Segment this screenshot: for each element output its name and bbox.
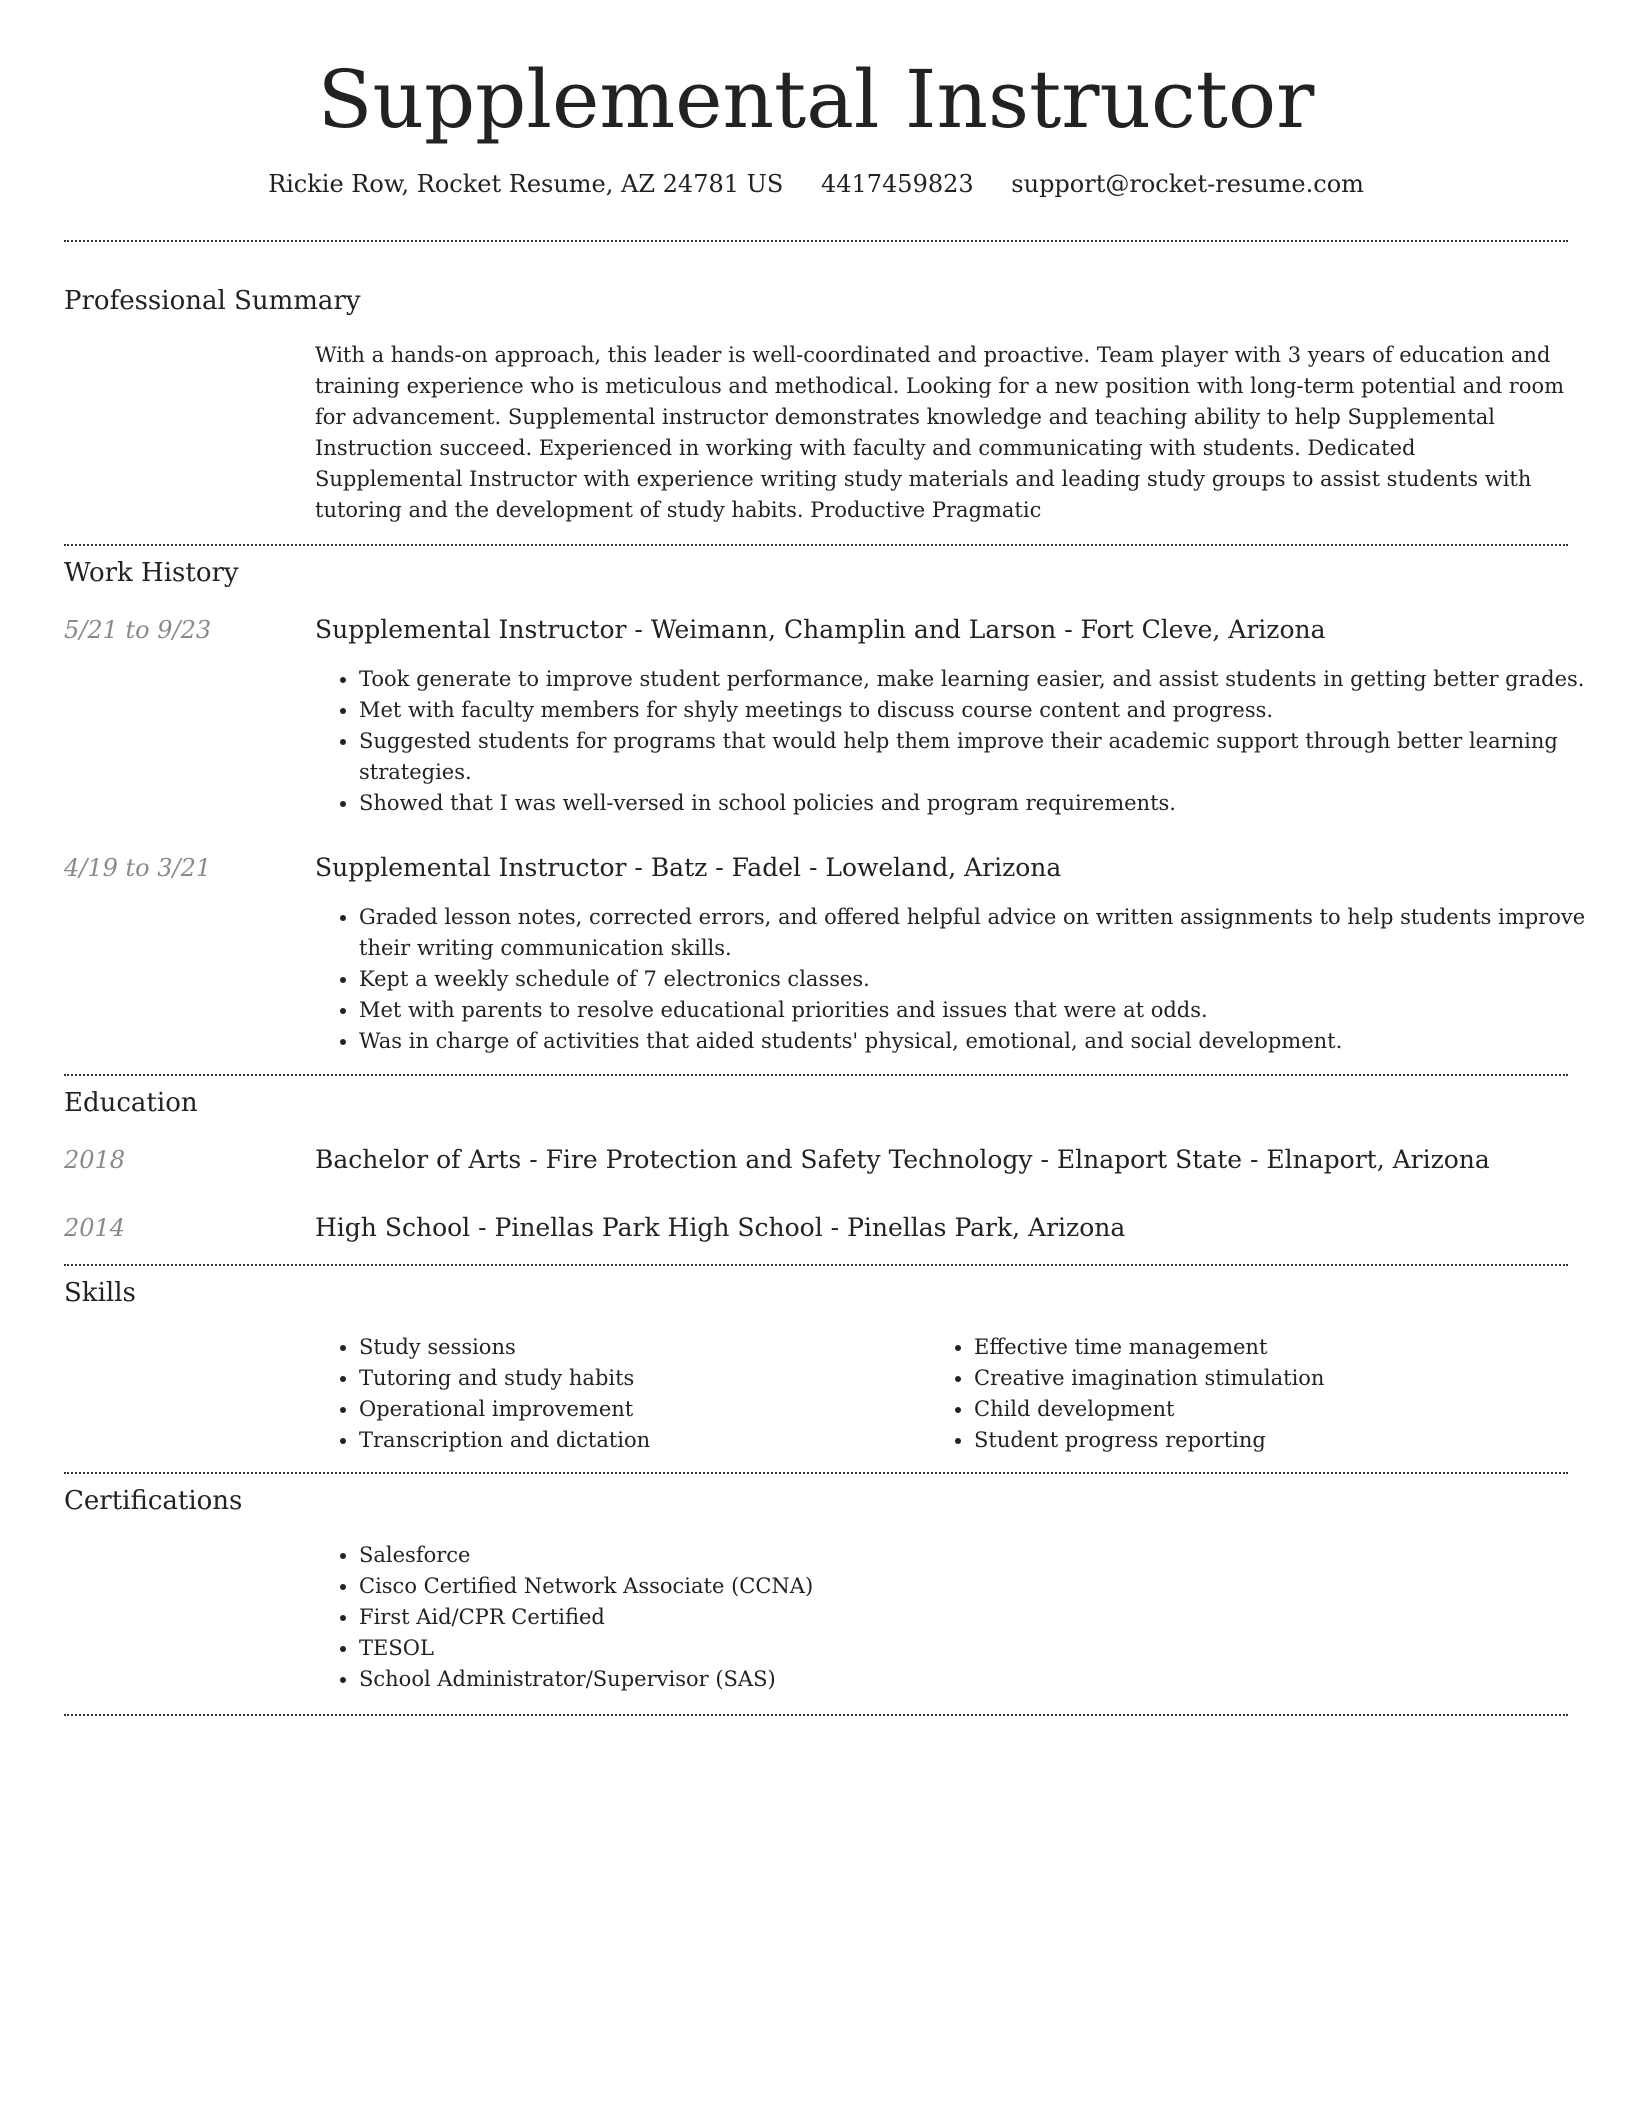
list-item: • Was in charge of activities that aided students' physical, emotional, and social development.: [359, 1026, 1612, 1057]
contact-phone: 4417459823: [820, 170, 974, 198]
summary-heading: Professional Summary: [64, 286, 361, 316]
education-entry: Bachelor of Arts - Fire Protection and Safety Technology - Elnaport State - Elnaport, Arizona: [315, 1145, 1490, 1174]
list-item: • Effective time management: [974, 1332, 1632, 1363]
contact-line: [64, 168, 1568, 200]
job-bullets: [315, 902, 1612, 1057]
work-history-heading: Work History: [64, 558, 239, 588]
list-item: • Met with faculty members for shyly meetings to discuss course content and progress.: [359, 695, 1612, 726]
certifications-list: [315, 1540, 1612, 1695]
divider: [64, 544, 1568, 546]
list-item: • School Administrator/Supervisor (SAS): [359, 1664, 1612, 1695]
education-heading: Education: [64, 1088, 198, 1118]
list-item: • First Aid/CPR Certified: [359, 1602, 1612, 1633]
list-item: • Kept a weekly schedule of 7 electronics classes.: [359, 964, 1612, 995]
list-item: • Cisco Certified Network Associate (CCNA): [359, 1571, 1612, 1602]
job-title: Supplemental Instructor - Batz - Fadel - Loweland, Arizona: [315, 853, 1062, 882]
divider: [64, 240, 1568, 242]
certifications-heading: Certifications: [64, 1486, 243, 1516]
list-item: • Took generate to improve student performance, make learning easier, and assist students in getting better grades.: [359, 664, 1612, 695]
divider: [64, 1472, 1568, 1474]
list-item: • Met with parents to resolve educational priorities and issues that were at odds.: [359, 995, 1612, 1026]
contact-address: Rickie Row, Rocket Resume, AZ 24781 US: [268, 170, 784, 198]
list-item: • Study sessions: [359, 1332, 1612, 1363]
list-item: • Salesforce: [359, 1540, 1612, 1571]
list-item: • Student progress reporting: [974, 1425, 1632, 1456]
divider: [64, 1714, 1568, 1716]
contact-email: support@rocket-resume.com: [1011, 170, 1364, 198]
job-dates: 4/19 to 3/21: [64, 854, 212, 882]
skills-list-right: [930, 1332, 1632, 1456]
list-item: • Creative imagination stimulation: [974, 1363, 1632, 1394]
list-item: • Graded lesson notes, corrected errors, and offered helpful advice on written assignments to help students improve their writing communication skills.: [359, 902, 1612, 964]
job-dates: 5/21 to 9/23: [64, 616, 212, 644]
list-item: • Child development: [974, 1394, 1632, 1425]
page-title: Supplemental Instructor: [317, 53, 1315, 146]
education-year: 2018: [64, 1146, 126, 1174]
list-item: • Transcription and dictation: [359, 1425, 1612, 1456]
divider: [64, 1264, 1568, 1266]
job-bullets: [315, 664, 1612, 819]
list-item: • Operational improvement: [359, 1394, 1612, 1425]
list-item: • Showed that I was well-versed in school policies and program requirements.: [359, 788, 1612, 819]
resume-page: [64, 0, 1586, 1691]
list-item: • Suggested students for programs that would help them improve their academic support through better learning strategies.: [359, 726, 1612, 788]
skills-heading: Skills: [64, 1278, 136, 1308]
job-title: Supplemental Instructor - Weimann, Champlin and Larson - Fort Cleve, Arizona: [315, 615, 1326, 644]
summary-text: With a hands-on approach, this leader is well-coordinated and proactive. Team player with 3 years of education and training experience who is meticulous and methodical. Looking for a new position with long-term potential and room for advancement. Supplemental instructor demonstrates knowledge and teaching ability to help Supplemental Instruction succeed. Experienced in working with faculty and communicating with students. Dedicated Supplemental Instructor with experience writing study materials and leading study groups to assist students with tutoring and the development of study habits. Productive Pragmatic: [315, 343, 1565, 522]
divider: [64, 1074, 1568, 1076]
education-entry: High School - Pinellas Park High School - Pinellas Park, Arizona: [315, 1213, 1126, 1242]
education-year: 2014: [64, 1214, 126, 1242]
list-item: • Tutoring and study habits: [359, 1363, 1612, 1394]
list-item: • TESOL: [359, 1633, 1612, 1664]
